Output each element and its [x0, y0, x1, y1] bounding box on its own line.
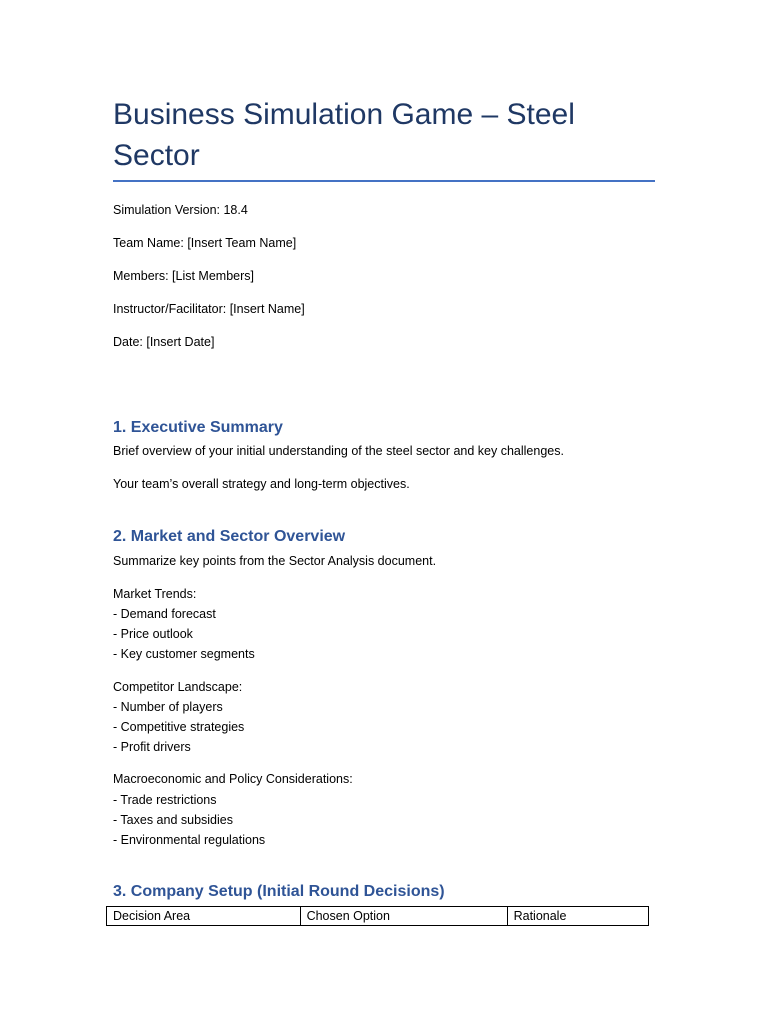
heading-company-setup: 3. Company Setup (Initial Round Decisions) — [113, 883, 445, 900]
list-item: - Profit drivers — [113, 740, 191, 754]
list-item: - Key customer segments — [113, 647, 255, 661]
team-name: Team Name: [Insert Team Name] — [113, 236, 297, 250]
list-item: - Demand forecast — [113, 607, 216, 621]
instructor: Instructor/Facilitator: [Insert Name] — [113, 302, 305, 316]
heading-executive-summary: 1. Executive Summary — [113, 419, 283, 436]
macro-title: Macroeconomic and Policy Considerations: — [113, 772, 353, 786]
date: Date: [Insert Date] — [113, 335, 215, 349]
table-row — [107, 907, 649, 926]
list-item: - Price outlook — [113, 627, 193, 641]
simulation-version: Simulation Version: 18.4 — [113, 203, 248, 217]
market-intro: Summarize key points from the Sector Analysis document. — [113, 554, 437, 568]
list-item: - Environmental regulations — [113, 833, 266, 847]
competitor-title: Competitor Landscape: — [113, 680, 243, 694]
market-trends-title: Market Trends: — [113, 587, 197, 601]
executive-summary-p2: Your team’s overall strategy and long-term objectives. — [113, 477, 410, 491]
title-underline — [113, 180, 655, 182]
heading-market-overview: 2. Market and Sector Overview — [113, 528, 346, 545]
table-header-cell: Decision Area — [107, 907, 301, 926]
document-title: Business Simulation Game – Steel Sector — [113, 98, 575, 172]
members: Members: [List Members] — [113, 269, 255, 283]
list-item: - Competitive strategies — [113, 720, 245, 734]
decisions-table — [106, 906, 649, 926]
list-item: - Trade restrictions — [113, 793, 217, 807]
table-header-cell: Rationale — [507, 907, 648, 926]
list-item: - Taxes and subsidies — [113, 813, 233, 827]
list-item: - Number of players — [113, 700, 223, 714]
table-header-cell: Chosen Option — [300, 907, 507, 926]
executive-summary-p1: Brief overview of your initial understanding of the steel sector and key challenges. — [113, 444, 564, 458]
